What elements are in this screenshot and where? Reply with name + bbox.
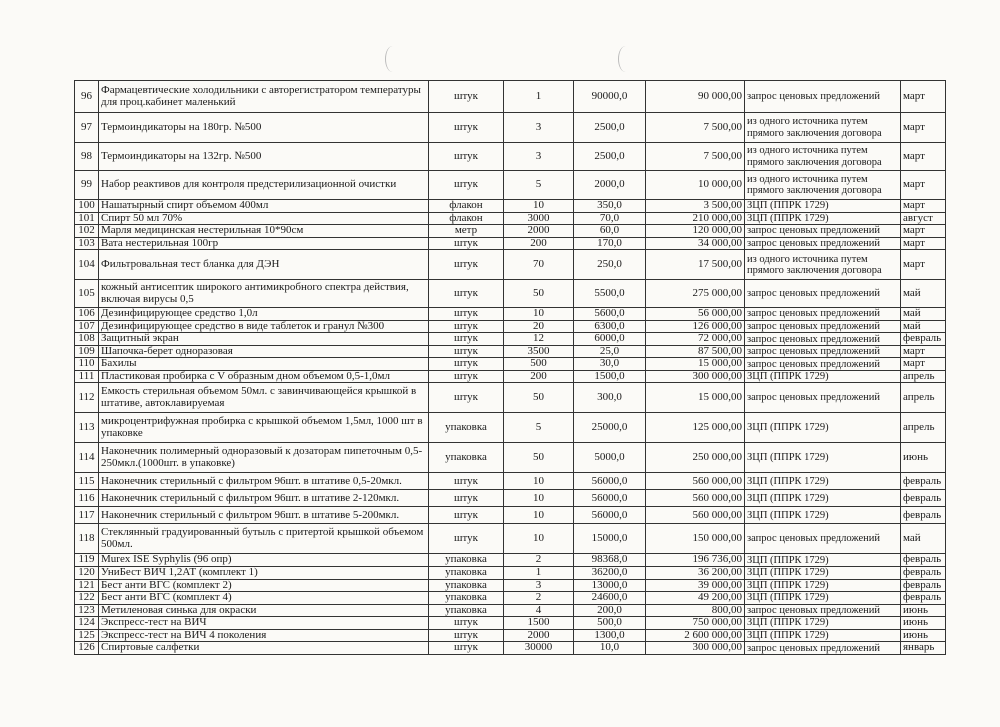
- procurement-method-cell: ЗЦП (ППРК 1729): [745, 507, 901, 524]
- quantity-cell: 10: [504, 524, 574, 554]
- unit-cell: штук: [429, 250, 504, 280]
- unit-cell: упаковка: [429, 604, 504, 617]
- item-name-cell: Набор реактивов для контроля предстерилизационной очистки: [99, 171, 429, 200]
- price-cell: 98368,0: [574, 554, 646, 567]
- table-row: [75, 225, 946, 238]
- table-row: [75, 345, 946, 358]
- row-number-cell: 96: [75, 81, 99, 113]
- month-cell: апрель: [901, 383, 946, 413]
- item-name-cell: Экспресс-тест на ВИЧ 4 поколения: [99, 629, 429, 642]
- sum-cell: 750 000,00: [646, 617, 745, 630]
- sum-cell: 7 500,00: [646, 143, 745, 171]
- month-cell: март: [901, 171, 946, 200]
- unit-cell: флакон: [429, 212, 504, 225]
- sum-cell: 196 736,00: [646, 554, 745, 567]
- price-cell: 25000,0: [574, 413, 646, 443]
- table-row: [75, 333, 946, 346]
- item-name-cell: Бест анти ВГС (комплект 2): [99, 579, 429, 592]
- price-cell: 70,0: [574, 212, 646, 225]
- quantity-cell: 1: [504, 567, 574, 580]
- month-cell: март: [901, 250, 946, 280]
- row-number-cell: 113: [75, 413, 99, 443]
- item-name-cell: Марля медицинская нестерильная 10*90см: [99, 225, 429, 238]
- sum-cell: 275 000,00: [646, 280, 745, 308]
- quantity-cell: 200: [504, 370, 574, 383]
- month-cell: март: [901, 113, 946, 143]
- row-number-cell: 108: [75, 333, 99, 346]
- row-number-cell: 116: [75, 490, 99, 507]
- procurement-method-cell: ЗЦП (ППРК 1729): [745, 370, 901, 383]
- sum-cell: 250 000,00: [646, 443, 745, 473]
- unit-cell: штук: [429, 617, 504, 630]
- quantity-cell: 30000: [504, 642, 574, 655]
- month-cell: февраль: [901, 592, 946, 605]
- month-cell: июнь: [901, 443, 946, 473]
- table-row: [75, 642, 946, 655]
- row-number-cell: 120: [75, 567, 99, 580]
- procurement-method-cell: запрос ценовых предложений: [745, 225, 901, 238]
- unit-cell: штук: [429, 308, 504, 321]
- item-name-cell: Метиленовая синька для окраски: [99, 604, 429, 617]
- procurement-method-cell: из одного источника путем прямого заключения договора: [745, 250, 901, 280]
- quantity-cell: 5: [504, 171, 574, 200]
- unit-cell: штук: [429, 370, 504, 383]
- quantity-cell: 2000: [504, 629, 574, 642]
- item-name-cell: Стеклянный градуированный бутыль с притертой крышкой объемом 500мл.: [99, 524, 429, 554]
- procurement-method-cell: ЗЦП (ППРК 1729): [745, 473, 901, 490]
- item-name-cell: Шапочка-берет одноразовая: [99, 345, 429, 358]
- item-name-cell: Нашатырный спирт объемом 400мл: [99, 200, 429, 213]
- quantity-cell: 500: [504, 358, 574, 371]
- table-row: [75, 113, 946, 143]
- item-name-cell: Дезинфицирующее средство в виде таблеток и гранул №300: [99, 320, 429, 333]
- row-number-cell: 121: [75, 579, 99, 592]
- procurement-method-cell: ЗЦП (ППРК 1729): [745, 617, 901, 630]
- price-cell: 350,0: [574, 200, 646, 213]
- price-cell: 6300,0: [574, 320, 646, 333]
- price-cell: 13000,0: [574, 579, 646, 592]
- item-name-cell: Наконечник стерильный с фильтром 96шт. в штативе 0,5-20мкл.: [99, 473, 429, 490]
- procurement-method-cell: ЗЦП (ППРК 1729): [745, 490, 901, 507]
- price-cell: 56000,0: [574, 473, 646, 490]
- item-name-cell: Спирт 50 мл 70%: [99, 212, 429, 225]
- row-number-cell: 103: [75, 237, 99, 250]
- quantity-cell: 12: [504, 333, 574, 346]
- unit-cell: упаковка: [429, 579, 504, 592]
- table-row: [75, 237, 946, 250]
- row-number-cell: 101: [75, 212, 99, 225]
- sum-cell: 17 500,00: [646, 250, 745, 280]
- table-row: [75, 358, 946, 371]
- unit-cell: штук: [429, 473, 504, 490]
- quantity-cell: 10: [504, 308, 574, 321]
- procurement-method-cell: из одного источника путем прямого заключения договора: [745, 171, 901, 200]
- table-row: [75, 443, 946, 473]
- sum-cell: 300 000,00: [646, 642, 745, 655]
- quantity-cell: 2: [504, 592, 574, 605]
- table-row: [75, 200, 946, 213]
- row-number-cell: 122: [75, 592, 99, 605]
- sum-cell: 39 000,00: [646, 579, 745, 592]
- row-number-cell: 125: [75, 629, 99, 642]
- procurement-method-cell: ЗЦП (ППРК 1729): [745, 554, 901, 567]
- item-name-cell: Murex ISE Syphylis (96 опр): [99, 554, 429, 567]
- procurement-method-cell: запрос ценовых предложений: [745, 604, 901, 617]
- procurement-method-cell: запрос ценовых предложений: [745, 320, 901, 333]
- table-row: [75, 143, 946, 171]
- price-cell: 30,0: [574, 358, 646, 371]
- sum-cell: 15 000,00: [646, 358, 745, 371]
- table-row: [75, 383, 946, 413]
- sum-cell: 3 500,00: [646, 200, 745, 213]
- item-name-cell: Наконечник стерильный с фильтром 96шт. в штативе 5-200мкл.: [99, 507, 429, 524]
- quantity-cell: 10: [504, 490, 574, 507]
- scan-hole-mark: [618, 46, 633, 72]
- procurement-method-cell: ЗЦП (ППРК 1729): [745, 413, 901, 443]
- table-row: [75, 81, 946, 113]
- month-cell: март: [901, 143, 946, 171]
- scan-hole-mark: [385, 46, 400, 72]
- month-cell: март: [901, 200, 946, 213]
- price-cell: 2000,0: [574, 171, 646, 200]
- item-name-cell: Термоиндикаторы на 132гр. №500: [99, 143, 429, 171]
- item-name-cell: Емкость стерильная объемом 50мл. с завинчивающейся крышкой в штативе, автоклавируемая: [99, 383, 429, 413]
- procurement-method-cell: ЗЦП (ППРК 1729): [745, 567, 901, 580]
- sum-cell: 125 000,00: [646, 413, 745, 443]
- sum-cell: 56 000,00: [646, 308, 745, 321]
- procurement-method-cell: из одного источника путем прямого заключения договора: [745, 143, 901, 171]
- quantity-cell: 10: [504, 507, 574, 524]
- procurement-method-cell: запрос ценовых предложений: [745, 280, 901, 308]
- item-name-cell: кожный антисептик широкого антимикробного спектра действия, включая вирусы 0,5: [99, 280, 429, 308]
- item-name-cell: Пластиковая пробирка с V образным дном объемом 0,5-1,0мл: [99, 370, 429, 383]
- month-cell: март: [901, 358, 946, 371]
- month-cell: февраль: [901, 579, 946, 592]
- row-number-cell: 106: [75, 308, 99, 321]
- quantity-cell: 10: [504, 200, 574, 213]
- unit-cell: штук: [429, 383, 504, 413]
- sum-cell: 560 000,00: [646, 473, 745, 490]
- unit-cell: штук: [429, 490, 504, 507]
- quantity-cell: 70: [504, 250, 574, 280]
- sum-cell: 36 200,00: [646, 567, 745, 580]
- price-cell: 25,0: [574, 345, 646, 358]
- price-cell: 300,0: [574, 383, 646, 413]
- table-row: [75, 413, 946, 443]
- procurement-method-cell: ЗЦП (ППРК 1729): [745, 629, 901, 642]
- month-cell: июнь: [901, 629, 946, 642]
- quantity-cell: 50: [504, 280, 574, 308]
- row-number-cell: 110: [75, 358, 99, 371]
- item-name-cell: Бахилы: [99, 358, 429, 371]
- unit-cell: штук: [429, 345, 504, 358]
- month-cell: февраль: [901, 473, 946, 490]
- sum-cell: 10 000,00: [646, 171, 745, 200]
- unit-cell: штук: [429, 171, 504, 200]
- sum-cell: 15 000,00: [646, 383, 745, 413]
- sum-cell: 800,00: [646, 604, 745, 617]
- table-row: [75, 212, 946, 225]
- row-number-cell: 114: [75, 443, 99, 473]
- table-body: [75, 81, 946, 655]
- quantity-cell: 3: [504, 579, 574, 592]
- procurement-method-cell: из одного источника путем прямого заключения договора: [745, 113, 901, 143]
- row-number-cell: 99: [75, 171, 99, 200]
- item-name-cell: Термоиндикаторы на 180гр. №500: [99, 113, 429, 143]
- price-cell: 1500,0: [574, 370, 646, 383]
- sum-cell: 120 000,00: [646, 225, 745, 238]
- table-row: [75, 524, 946, 554]
- quantity-cell: 3: [504, 113, 574, 143]
- procurement-method-cell: запрос ценовых предложений: [745, 237, 901, 250]
- row-number-cell: 105: [75, 280, 99, 308]
- quantity-cell: 1500: [504, 617, 574, 630]
- row-number-cell: 102: [75, 225, 99, 238]
- quantity-cell: 10: [504, 473, 574, 490]
- unit-cell: упаковка: [429, 592, 504, 605]
- item-name-cell: Наконечник полимерный одноразовый к дозаторам пипеточным 0,5-250мкл.(1000шт. в упаковке): [99, 443, 429, 473]
- unit-cell: упаковка: [429, 413, 504, 443]
- unit-cell: штук: [429, 81, 504, 113]
- unit-cell: метр: [429, 225, 504, 238]
- table-row: [75, 473, 946, 490]
- unit-cell: штук: [429, 358, 504, 371]
- quantity-cell: 3: [504, 143, 574, 171]
- sum-cell: 300 000,00: [646, 370, 745, 383]
- table-row: [75, 604, 946, 617]
- sum-cell: 150 000,00: [646, 524, 745, 554]
- price-cell: 1300,0: [574, 629, 646, 642]
- month-cell: февраль: [901, 333, 946, 346]
- quantity-cell: 1: [504, 81, 574, 113]
- procurement-method-cell: ЗЦП (ППРК 1729): [745, 443, 901, 473]
- unit-cell: штук: [429, 113, 504, 143]
- row-number-cell: 104: [75, 250, 99, 280]
- row-number-cell: 111: [75, 370, 99, 383]
- month-cell: июнь: [901, 617, 946, 630]
- sum-cell: 7 500,00: [646, 113, 745, 143]
- unit-cell: упаковка: [429, 554, 504, 567]
- item-name-cell: УниБест ВИЧ 1,2АТ (комплект 1): [99, 567, 429, 580]
- procurement-method-cell: запрос ценовых предложений: [745, 383, 901, 413]
- quantity-cell: 50: [504, 443, 574, 473]
- procurement-method-cell: ЗЦП (ППРК 1729): [745, 200, 901, 213]
- unit-cell: штук: [429, 507, 504, 524]
- procurement-table: [74, 80, 946, 655]
- table-row: [75, 567, 946, 580]
- row-number-cell: 118: [75, 524, 99, 554]
- table-row: [75, 579, 946, 592]
- price-cell: 36200,0: [574, 567, 646, 580]
- price-cell: 90000,0: [574, 81, 646, 113]
- row-number-cell: 126: [75, 642, 99, 655]
- table-row: [75, 250, 946, 280]
- sum-cell: 560 000,00: [646, 490, 745, 507]
- row-number-cell: 107: [75, 320, 99, 333]
- unit-cell: штук: [429, 642, 504, 655]
- month-cell: март: [901, 225, 946, 238]
- table-row: [75, 554, 946, 567]
- table-row: [75, 320, 946, 333]
- unit-cell: штук: [429, 629, 504, 642]
- sum-cell: 49 200,00: [646, 592, 745, 605]
- procurement-method-cell: ЗЦП (ППРК 1729): [745, 212, 901, 225]
- month-cell: август: [901, 212, 946, 225]
- unit-cell: флакон: [429, 200, 504, 213]
- table-row: [75, 370, 946, 383]
- item-name-cell: Экспресс-тест на ВИЧ: [99, 617, 429, 630]
- month-cell: февраль: [901, 490, 946, 507]
- month-cell: июнь: [901, 604, 946, 617]
- quantity-cell: 2: [504, 554, 574, 567]
- price-cell: 60,0: [574, 225, 646, 238]
- row-number-cell: 109: [75, 345, 99, 358]
- row-number-cell: 117: [75, 507, 99, 524]
- procurement-method-cell: запрос ценовых предложений: [745, 524, 901, 554]
- price-cell: 250,0: [574, 250, 646, 280]
- row-number-cell: 115: [75, 473, 99, 490]
- row-number-cell: 98: [75, 143, 99, 171]
- sum-cell: 87 500,00: [646, 345, 745, 358]
- row-number-cell: 97: [75, 113, 99, 143]
- table-row: [75, 592, 946, 605]
- procurement-method-cell: запрос ценовых предложений: [745, 81, 901, 113]
- row-number-cell: 100: [75, 200, 99, 213]
- item-name-cell: Спиртовые салфетки: [99, 642, 429, 655]
- row-number-cell: 123: [75, 604, 99, 617]
- quantity-cell: 50: [504, 383, 574, 413]
- sum-cell: 72 000,00: [646, 333, 745, 346]
- procurement-method-cell: запрос ценовых предложений: [745, 358, 901, 371]
- month-cell: февраль: [901, 507, 946, 524]
- month-cell: май: [901, 320, 946, 333]
- unit-cell: упаковка: [429, 443, 504, 473]
- sum-cell: 2 600 000,00: [646, 629, 745, 642]
- procurement-method-cell: ЗЦП (ППРК 1729): [745, 592, 901, 605]
- unit-cell: штук: [429, 320, 504, 333]
- procurement-method-cell: запрос ценовых предложений: [745, 308, 901, 321]
- sum-cell: 560 000,00: [646, 507, 745, 524]
- month-cell: февраль: [901, 554, 946, 567]
- month-cell: январь: [901, 642, 946, 655]
- item-name-cell: Вата нестерильная 100гр: [99, 237, 429, 250]
- price-cell: 500,0: [574, 617, 646, 630]
- price-cell: 10,0: [574, 642, 646, 655]
- procurement-method-cell: запрос ценовых предложений: [745, 333, 901, 346]
- month-cell: март: [901, 237, 946, 250]
- item-name-cell: Дезинфицирующее средство 1,0л: [99, 308, 429, 321]
- row-number-cell: 112: [75, 383, 99, 413]
- month-cell: апрель: [901, 370, 946, 383]
- table-row: [75, 280, 946, 308]
- price-cell: 5600,0: [574, 308, 646, 321]
- row-number-cell: 119: [75, 554, 99, 567]
- procurement-method-cell: ЗЦП (ППРК 1729): [745, 579, 901, 592]
- price-cell: 2500,0: [574, 113, 646, 143]
- price-cell: 5500,0: [574, 280, 646, 308]
- quantity-cell: 200: [504, 237, 574, 250]
- month-cell: апрель: [901, 413, 946, 443]
- sum-cell: 90 000,00: [646, 81, 745, 113]
- unit-cell: штук: [429, 237, 504, 250]
- price-cell: 5000,0: [574, 443, 646, 473]
- row-number-cell: 124: [75, 617, 99, 630]
- quantity-cell: 5: [504, 413, 574, 443]
- unit-cell: штук: [429, 280, 504, 308]
- price-cell: 6000,0: [574, 333, 646, 346]
- unit-cell: штук: [429, 333, 504, 346]
- table-row: [75, 308, 946, 321]
- table-row: [75, 629, 946, 642]
- sum-cell: 34 000,00: [646, 237, 745, 250]
- quantity-cell: 4: [504, 604, 574, 617]
- month-cell: март: [901, 81, 946, 113]
- sum-cell: 210 000,00: [646, 212, 745, 225]
- quantity-cell: 3500: [504, 345, 574, 358]
- price-cell: 56000,0: [574, 490, 646, 507]
- month-cell: март: [901, 345, 946, 358]
- item-name-cell: микроцентрифужная пробирка с крышкой объемом 1,5мл, 1000 шт в упаковке: [99, 413, 429, 443]
- price-cell: 2500,0: [574, 143, 646, 171]
- procurement-method-cell: запрос ценовых предложений: [745, 642, 901, 655]
- item-name-cell: Наконечник стерильный с фильтром 96шт. в штативе 2-120мкл.: [99, 490, 429, 507]
- month-cell: февраль: [901, 567, 946, 580]
- month-cell: май: [901, 280, 946, 308]
- price-cell: 200,0: [574, 604, 646, 617]
- month-cell: май: [901, 524, 946, 554]
- quantity-cell: 20: [504, 320, 574, 333]
- item-name-cell: Фильтровальная тест бланка для ДЭН: [99, 250, 429, 280]
- procurement-method-cell: запрос ценовых предложений: [745, 345, 901, 358]
- table-row: [75, 507, 946, 524]
- item-name-cell: Фармацевтические холодильники с авторегистратором температуры для проц.кабинет маленький: [99, 81, 429, 113]
- table-row: [75, 617, 946, 630]
- quantity-cell: 3000: [504, 212, 574, 225]
- table-row: [75, 490, 946, 507]
- item-name-cell: Защитный экран: [99, 333, 429, 346]
- price-cell: 56000,0: [574, 507, 646, 524]
- price-cell: 15000,0: [574, 524, 646, 554]
- item-name-cell: Бест анти ВГС (комплект 4): [99, 592, 429, 605]
- month-cell: май: [901, 308, 946, 321]
- unit-cell: штук: [429, 524, 504, 554]
- unit-cell: упаковка: [429, 567, 504, 580]
- sum-cell: 126 000,00: [646, 320, 745, 333]
- price-cell: 24600,0: [574, 592, 646, 605]
- table-row: [75, 171, 946, 200]
- quantity-cell: 2000: [504, 225, 574, 238]
- price-cell: 170,0: [574, 237, 646, 250]
- unit-cell: штук: [429, 143, 504, 171]
